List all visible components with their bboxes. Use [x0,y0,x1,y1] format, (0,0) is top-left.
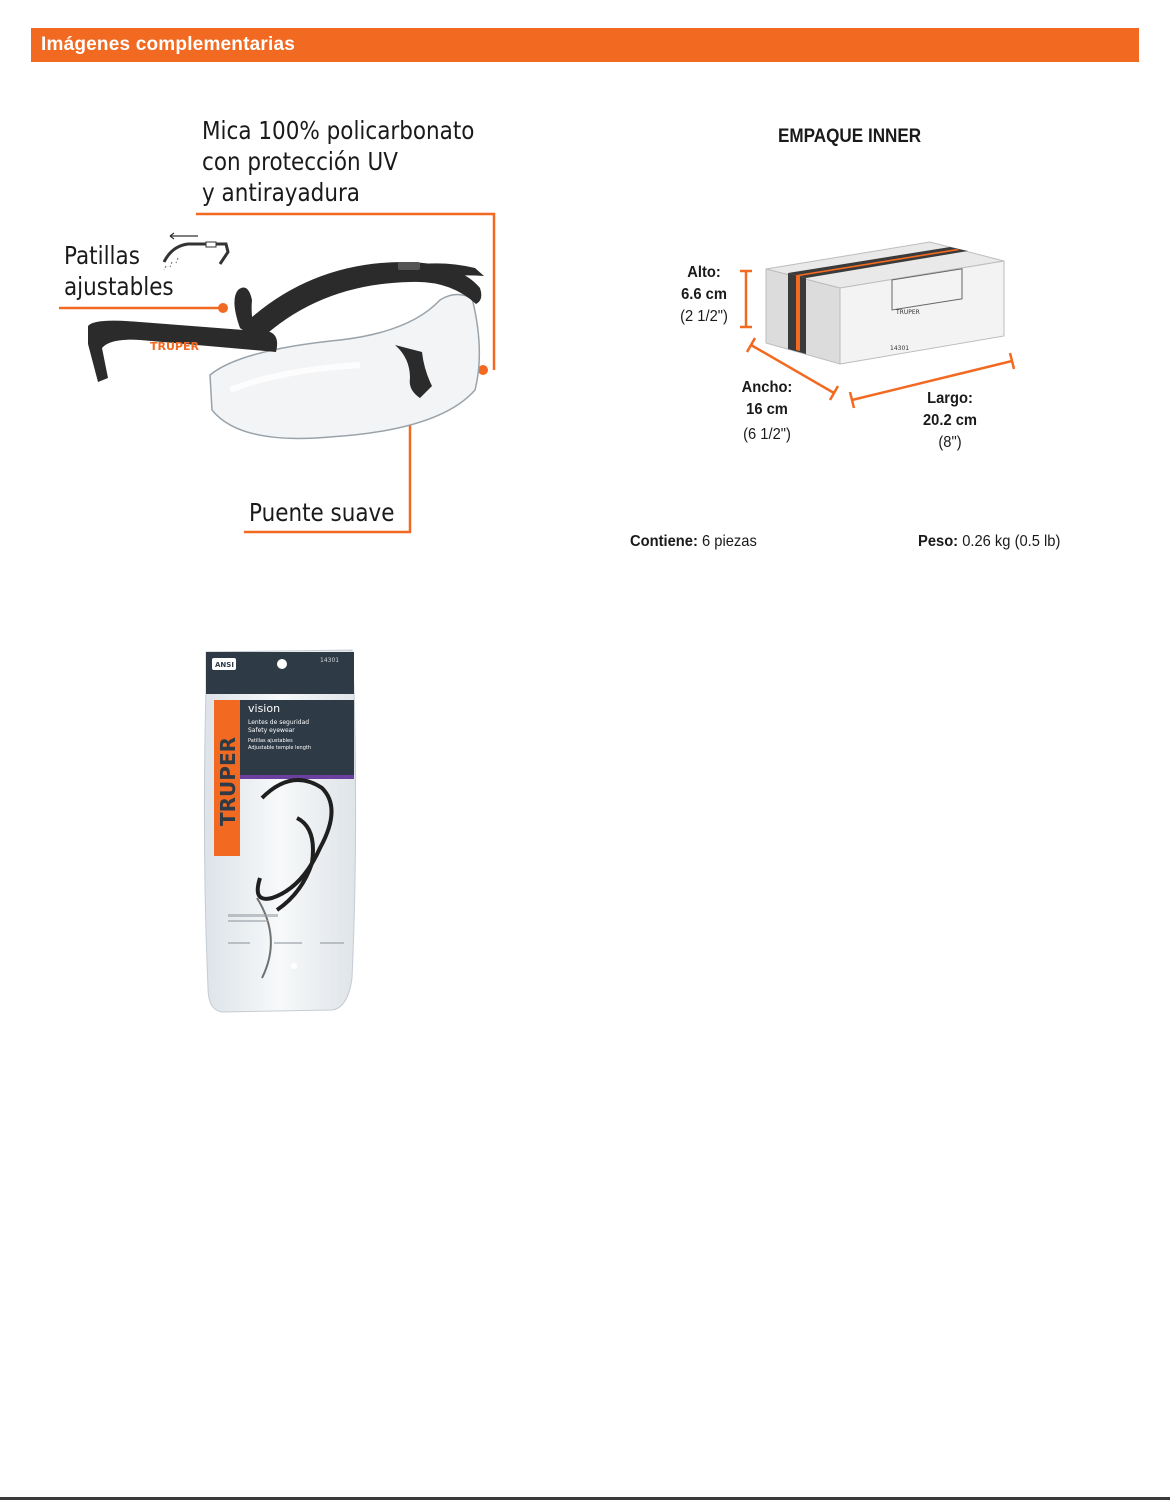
pack-badge: ANSI [215,661,234,669]
temples-callout-line-2: ajustables [64,272,174,301]
pack-desc-en: Safety eyewear [248,727,295,734]
contains-spec [630,533,757,551]
height-dimension [667,262,741,328]
pack-feature-en: Adjustable temple length [248,745,311,751]
temples-callout-line-1: Patillas [64,241,140,270]
section-title: Imágenes complementarias [41,34,296,55]
pack-feature-es: Patillas ajustables [248,738,293,744]
pack-code: 14301 [320,657,340,664]
bridge-callout: Puente suave [249,498,395,527]
length-dimension [909,388,992,454]
lens-callout-line-3: y antirayadura [202,178,360,207]
box-brand: TRUPER [896,309,920,316]
pack-line: vision [248,702,281,715]
width-imperial: (6 1/2") [743,426,791,443]
width-metric: 16 cm [746,401,788,418]
lens-callout-line-1: Mica 100% policarbonato [202,116,475,145]
frame-brand: TRUPER [150,340,199,353]
weight-spec [918,533,1060,551]
length-label: Largo: [927,390,973,407]
retail-pack-image [202,648,362,1018]
width-dimension [730,377,804,446]
package-title: EMPAQUE INNER [778,126,922,147]
weight-value: 0.26 kg (0.5 lb) [962,533,1061,550]
lens-callout-line-2: con protección UV [202,147,398,176]
contains-value: 6 piezas [701,533,757,550]
weight-label: Peso: [918,533,959,550]
contains-label: Contiene: [630,533,698,550]
width-label: Ancho: [741,379,793,396]
pack-desc-es: Lentes de seguridad [248,719,310,726]
height-metric: 6.6 cm [681,286,727,303]
length-metric: 20.2 cm [922,412,978,429]
pack-brand: TRUPER [216,736,240,826]
height-imperial: (2 1/2") [680,308,728,325]
length-imperial: (8") [938,434,962,451]
box-code: 14301 [890,345,910,352]
height-label: Alto: [687,264,721,281]
